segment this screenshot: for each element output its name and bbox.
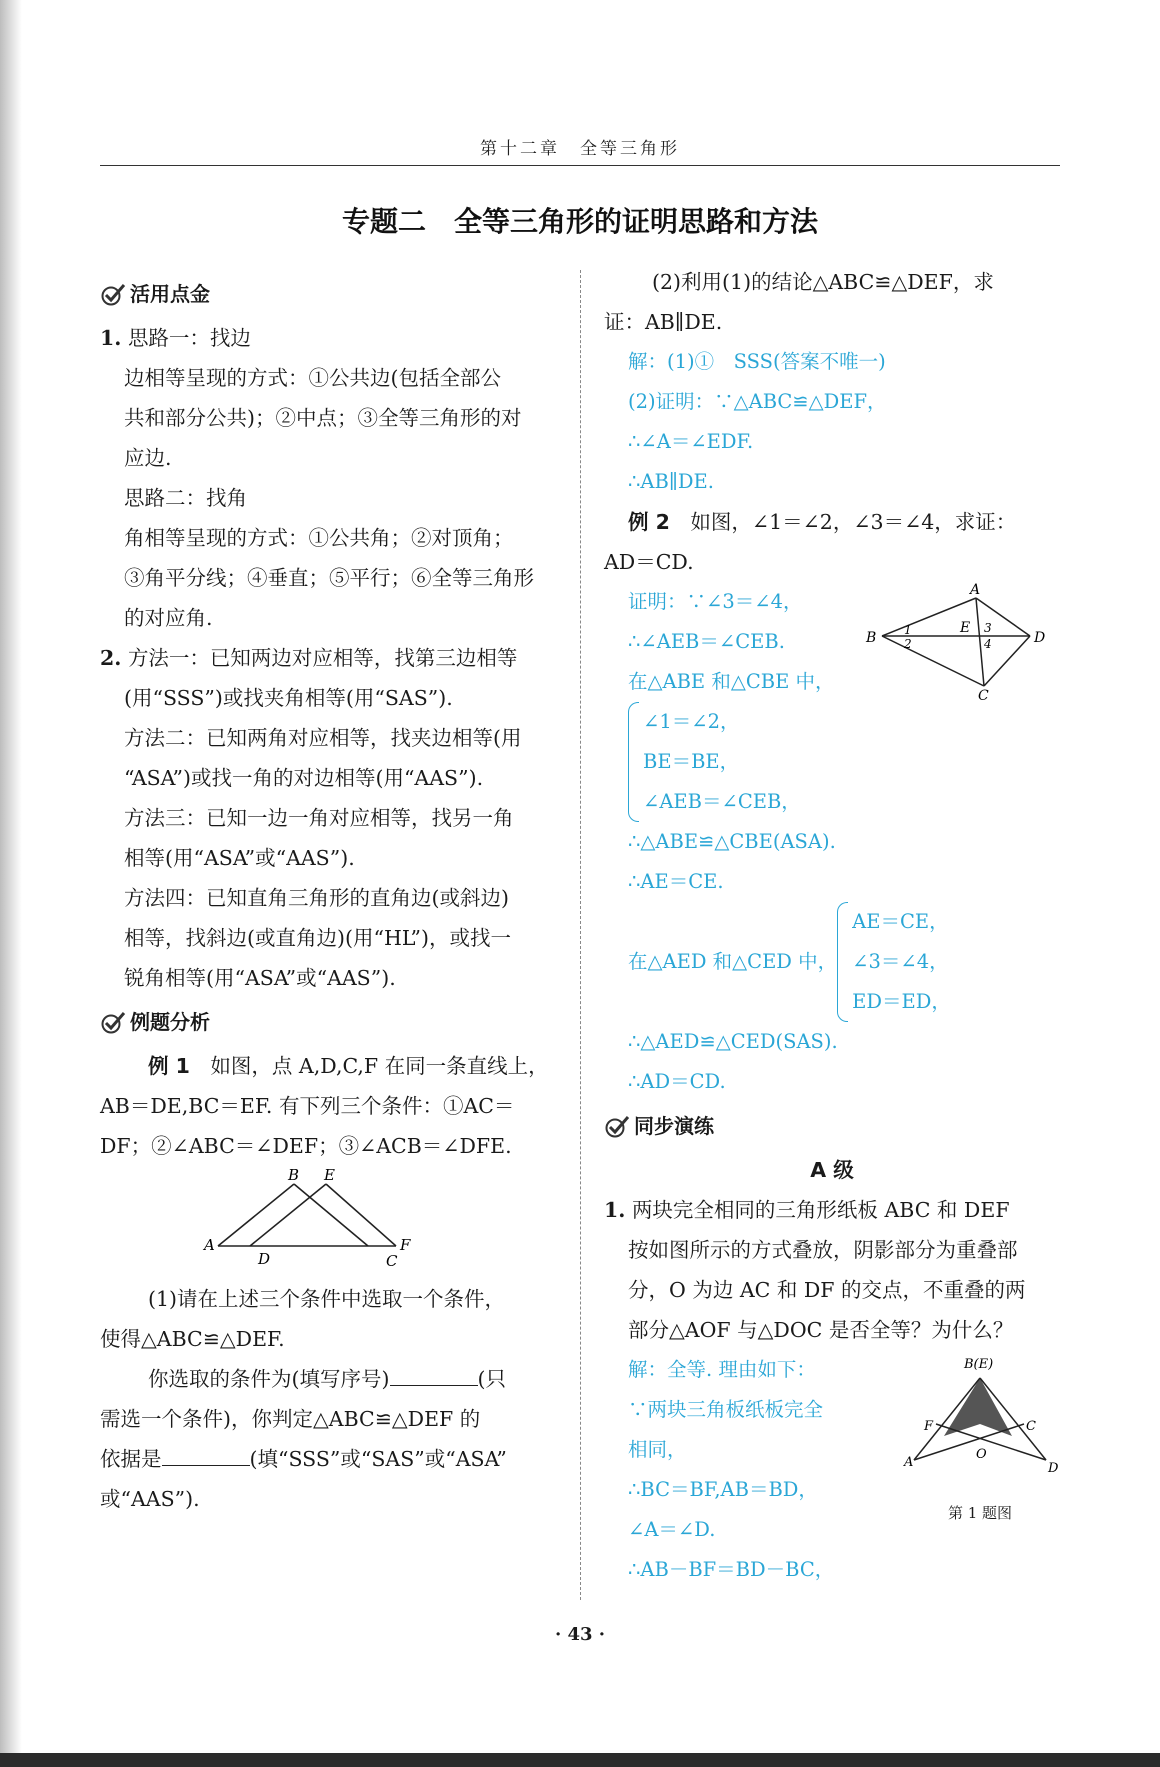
page-edge-shadow [0, 0, 22, 1767]
practice-figure-wrap [900, 1350, 1060, 1533]
svg-text:A: A [970, 582, 981, 598]
example2-block: A B E D C 1 2 3 4 证明：∵∠3＝∠4， ∴∠AEB＝∠CEB. 在△ABE 和△CBE 中， ∠1＝∠2， BE＝BE， ∠AEB＝∠CEB， ∴△ABE≌△CBE(ASA). ∴AE＝CE. 在△AED 和△CED 中， AE＝CE， ∠3＝∠4， ED＝ED， ∴△AED≌△CED(SAS). ∴AD＝CD. [604, 582, 1060, 1102]
svg-text:E: E [960, 620, 971, 636]
svg-text:D: D [1048, 1461, 1059, 1476]
svg-text:O: O [976, 1447, 987, 1462]
svg-text:B: B [866, 630, 877, 646]
checkmark-icon [100, 281, 126, 307]
svg-text:F: F [924, 1419, 934, 1434]
column-divider [580, 270, 581, 1600]
fig-label-C: C [386, 1252, 398, 1266]
chapter-header: 第十二章 全等三角形 [480, 139, 680, 159]
checkmark-icon [604, 1113, 630, 1139]
svg-text:4: 4 [984, 637, 992, 651]
svg-text:2: 2 [904, 637, 912, 651]
svg-text:C: C [1026, 1419, 1036, 1434]
overlap-shade [944, 1378, 1012, 1436]
example1-figure [100, 1166, 558, 1266]
answer-blank-2[interactable] [162, 1443, 250, 1466]
answer-blank-1[interactable] [390, 1363, 478, 1386]
svg-text:A: A [904, 1455, 914, 1470]
brace-group-2: 在△AED 和△CED 中， AE＝CE， ∠3＝∠4， ED＝ED， [604, 902, 1060, 1022]
checkmark-icon [100, 1009, 126, 1035]
fig-label-A: A [204, 1236, 215, 1254]
fig-label-E: E [324, 1166, 335, 1184]
svg-text:B(E): B(E) [964, 1357, 994, 1372]
level-label: A 级 [810, 1158, 854, 1182]
fig-label-B: B [288, 1166, 300, 1184]
left-column: 活用点金 1. 思路一：找边 边相等呈现的方式：①公共边(包括全部公 共和部分公共)；②中点；③全等三角形的对 应边. 思路二：找角 角相等呈现的方式：①公共角；②对顶角； ③角平分线；④垂直；⑤平行；⑥全等三角形 的对应角. 2. 方法一：已知两边对应相等，找第三边相等 (用“SSS”)或找夹角相等(用“SAS”). 方法二：已知两角对应相等，找夹边相等(用 “ASA”)或找一角的对边相等(用“AAS”). 方法三：已知一边一角对应相等，找另一角 相等(用“ASA”或“AAS”). 方法四：已知直角三角形的直角边(或斜边) 相等，找斜边(或直角边)(用“HL”)，或找一 锐角相等(用“ASA”或“AAS”). 例题分析 例 1 如图，点 A,D,C,F 在同一条直线上， AB＝DE,BC＝EF. 有下列三个条件：①AC＝ DF；②∠ABC＝∠DEF；③∠ACB＝∠DFE. B E A D C F (1)请在上述三个条件中选取一个条件， 使得△ABC≌△DEF. 你选取的条件为(填写序号) (只 需选一个条件)，你判定△ABC≌△DEF 的 依据是 (填“SSS”或“SAS”或“ASA” 或“AAS”). [100, 270, 558, 1519]
practice-answer-block: B(E) F C A O D 第 1 题图 解：全等. 理由如下： ∵两块三角板纸板完全 相同， ∴BC＝BF,AB＝BD， ∠A＝∠D. ∴AB－BF＝BD－BC， [604, 1350, 1060, 1590]
figure-caption: 第 1 题图 [947, 1504, 1013, 1522]
svg-text:1: 1 [904, 623, 912, 637]
practice-figure [900, 1350, 1060, 1480]
svg-text:3: 3 [984, 621, 992, 635]
svg-text:C: C [978, 688, 989, 702]
right-column: (2)利用(1)的结论△ABC≌△DEF，求 证：AB∥DE. 解：(1)① SSS(答案不唯一) (2)证明：∵△ABC≌△DEF， ∴∠A＝∠EDF. ∴AB∥DE. 例 2 如图，∠1＝∠2，∠3＝∠4，求证： AD＝CD. A B E D C 1 2 3 4 证明：∵∠3＝∠4， ∴∠AEB＝∠CEB. 在△ABE 和△CBE 中， ∠1＝∠2， BE＝BE， ∠AEB＝∠CEB， ∴△ABE≌△CBE(ASA). ∴AE＝CE. 在△AED 和△CED 中， AE＝CE， ∠3＝∠4， ED＝ED， ∴△AED≌△CED(SAS). ∴AD＝CD. 同步演练 A 级 1. 两块完全相同的三角形纸板 ABC 和 DEF 按如图所示的方式叠放，阴影部分为重叠部 分，O 为边 AC 和 DF 的交点，不重叠的两 部分△AOF 与△DOC 是否全等？为什么？ B(E) F C A O D 第 1 题图 解：全等. 理由如下： ∵两块三角板纸板完全 相同， ∴BC＝BF,AB＝BD， ∠A＝∠D. ∴AB－BF＝BD－BC， [604, 262, 1060, 1590]
page-number: · 43 · [554, 1624, 606, 1645]
section-tips-heading: 活用点金 [100, 272, 558, 316]
section-practice-heading: 同步演练 [604, 1104, 1060, 1148]
header-rule [100, 165, 1060, 166]
page-title: 专题二 全等三角形的证明思路和方法 [341, 205, 818, 238]
section-examples-heading: 例题分析 [100, 1000, 558, 1044]
fig-label-D: D [258, 1250, 271, 1266]
svg-text:D: D [1034, 630, 1046, 646]
brace-group-1: ∠1＝∠2， BE＝BE， ∠AEB＝∠CEB， [604, 702, 1060, 822]
example2-figure [860, 582, 1060, 702]
fig-label-F: F [400, 1236, 411, 1254]
bottom-bar [0, 1753, 1160, 1767]
